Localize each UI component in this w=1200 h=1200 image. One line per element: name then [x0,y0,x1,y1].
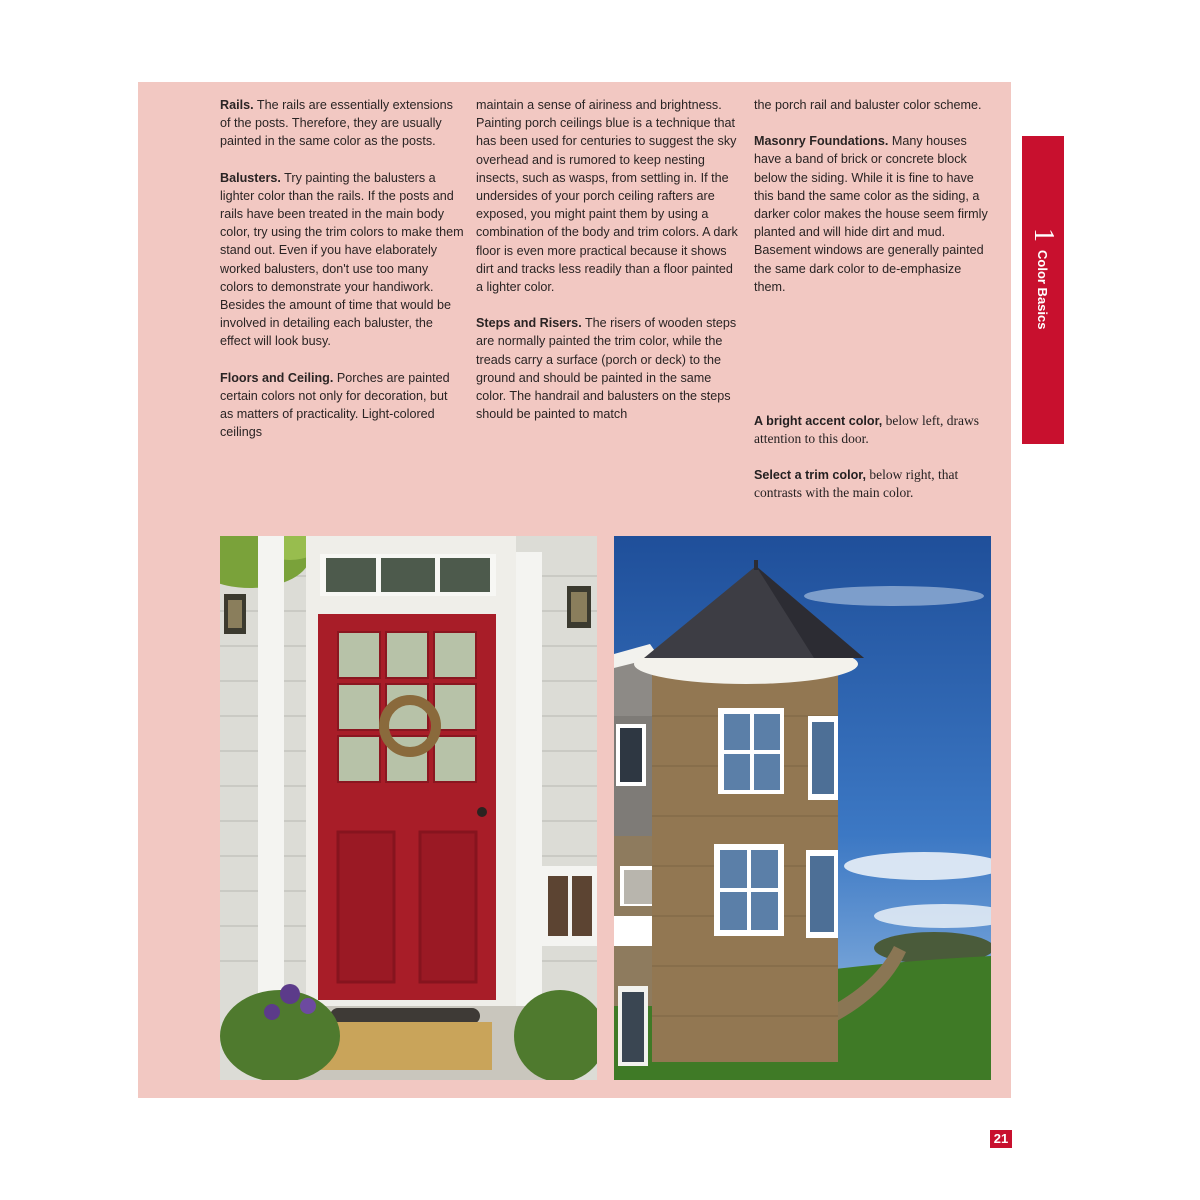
heading-balusters: Balusters. [220,170,281,185]
text-column-2 [476,96,738,441]
body-steps: The risers of wooden steps are normally painted the trim color, while the treads carry a surface (porch or deck) to the ground and should be painted in the same color. The handrail and balusters on the steps should be painted to match [476,316,737,422]
photo-captions [754,412,994,520]
body-rails: The rails are essentially extensions of the posts. Therefore, they are usually painted in the same color as the posts. [220,98,453,149]
paragraph-rails [220,96,464,151]
chapter-tab [1022,136,1064,444]
caption-left-head: A bright accent color, [754,414,883,428]
heading-rails: Rails. [220,98,254,112]
caption-left-photo [754,412,994,448]
paragraph-masonry [754,132,994,296]
chapter-number: 1 [1028,228,1059,242]
paragraph-steps [476,314,738,423]
caption-right-photo [754,466,994,502]
heading-masonry: Masonry Foundations. [754,134,889,149]
text-column-3 [754,96,994,314]
paragraph-floors-continued: maintain a sense of airiness and brightness. Painting porch ceilings blue is a technique that has been used for centuries to suggest the sky overhead and is rumored to keep nesting insects, such as wasps, from settling in. If the undersides of your porch ceiling rafters are exposed, you might paint them by using a combination of the body and trim colors. A dark floor is even more practical because it shows dirt and tracks less readily than a floor painted a lighter color. [476,98,738,295]
heading-floors: Floors and Ceiling. [220,370,334,385]
body-floors: Porches are painted certain colors not only for decoration, but as matters of practicality. Light-colored ceilings [220,370,450,440]
caption-left-body: below left, draws attention to this door. [754,413,980,446]
body-balusters: Try painting the balusters a lighter color than the rails. If the posts and rails have been treated in the main body color, try using the trim colors to make them stand out. Even if you have elaborately worked balusters, don't use too many colors to demonstrate your handiwork. Besides the amount of time that would be involved in detailing each baluster, the effect will look busy. [220,170,464,349]
paragraph-steps-continued: the porch rail and baluster color scheme. [754,98,982,112]
paragraph-balusters [220,169,464,351]
chapter-tab-text [1022,136,1064,444]
photo-red-door [220,536,597,1080]
text-column-1 [220,96,464,459]
chapter-label: Color Basics [1035,250,1051,330]
paragraph-floors [220,369,464,442]
caption-right-body: below right, that contrasts with the main color. [754,467,959,500]
caption-right-head: Select a trim color, [754,468,866,482]
body-masonry: Many houses have a band of brick or concrete block below the siding. While it is fine to have this band the same color as the siding, a darker color makes the house seem firmly planted and will hide dirt and mud. Basement windows are generally painted the same dark color to de-emphasize them. [754,134,988,294]
photo-stone-tower [614,536,991,1080]
heading-steps: Steps and Risers. [476,316,582,331]
page-number: 21 [990,1130,1012,1148]
